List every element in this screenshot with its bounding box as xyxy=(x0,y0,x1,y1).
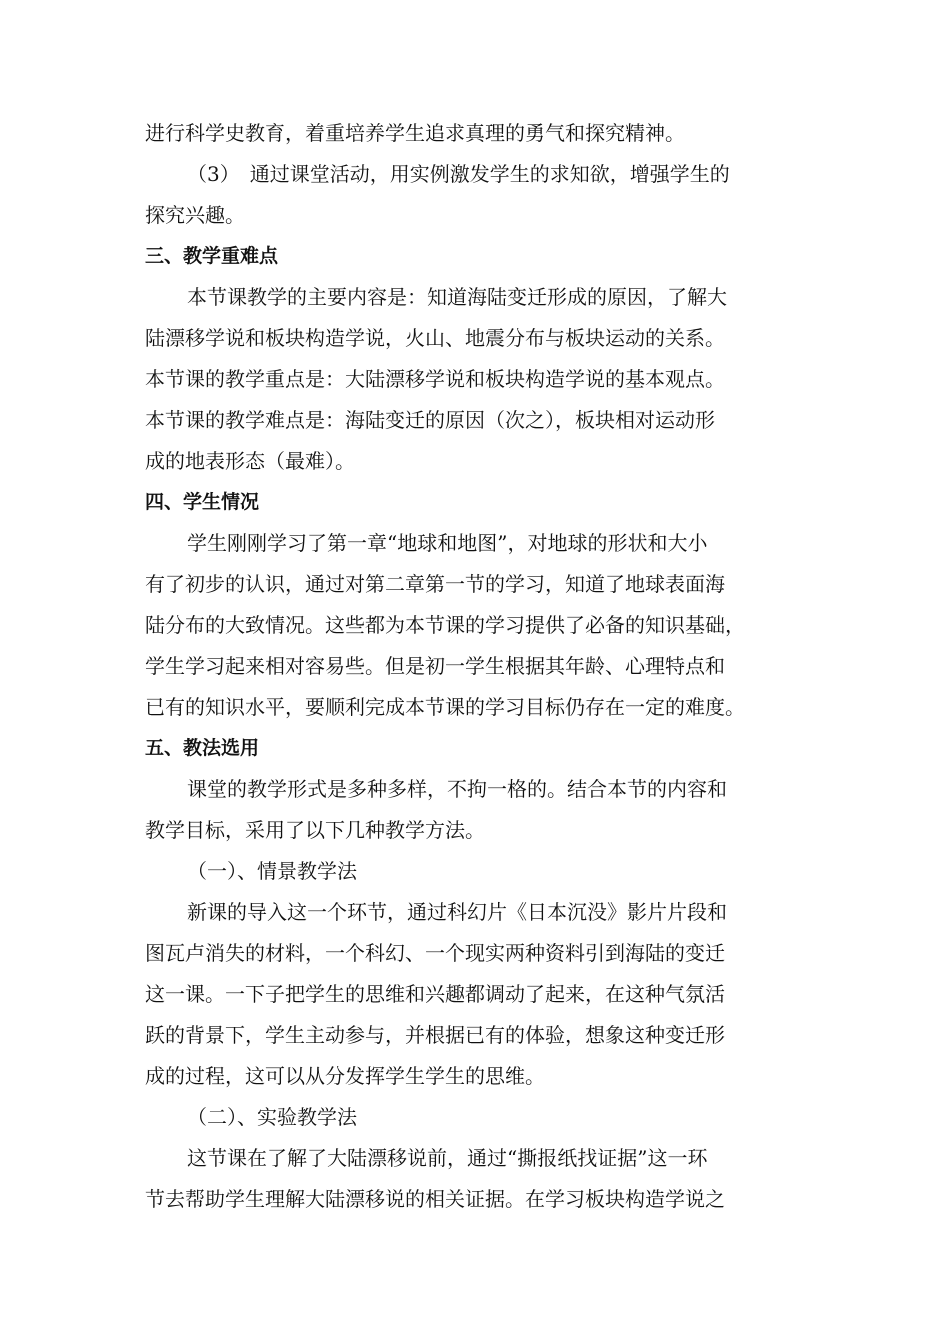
paragraph-line: 节去帮助学生理解大陆漂移说的相关证据。在学习板块构造学说之 xyxy=(145,1187,725,1211)
subheading-scenario-method: （一）、情景教学法 xyxy=(187,859,357,883)
objective-item-3: （3） 通过课堂活动，用实例激发学生的求知欲，增强学生的 xyxy=(187,162,730,186)
paragraph-line: 这一课。一下子把学生的思维和兴趣都调动了起来，在这种气氛活 xyxy=(145,982,725,1006)
paragraph-line: 图瓦卢消失的材料，一个科幻、一个现实两种资料引到海陆的变迁 xyxy=(145,941,725,965)
paragraph-line: 本节课教学的主要内容是：知道海陆变迁形成的原因，了解大 xyxy=(187,285,727,309)
section-heading-methods: 五、教法选用 xyxy=(145,737,260,759)
subheading-experiment-method: （二）、实验教学法 xyxy=(187,1105,357,1129)
paragraph-line: 这节课在了解了大陆漂移说前，通过“撕报纸找证据”这一环 xyxy=(187,1146,708,1170)
section-heading-key-points: 三、教学重难点 xyxy=(145,245,279,267)
paragraph-line: 本节课的教学重点是：大陆漂移学说和板块构造学说的基本观点。 xyxy=(145,367,725,391)
paragraph-line: 教学目标，采用了以下几种教学方法。 xyxy=(145,818,485,842)
paragraph-line: 探究兴趣。 xyxy=(145,203,245,227)
paragraph-line: 学生学习起来相对容易些。但是初一学生根据其年龄、心理特点和 xyxy=(145,654,725,678)
paragraph-line: 新课的导入这一个环节，通过科幻片《日本沉没》影片片段和 xyxy=(187,900,727,924)
paragraph-line: 陆分布的大致情况。这些都为本节课的学习提供了必备的知识基础， xyxy=(145,613,745,637)
paragraph-line: 陆漂移学说和板块构造学说，火山、地震分布与板块运动的关系。 xyxy=(145,326,725,350)
paragraph-line: 成的过程，这可以从分发挥学生学生的思维。 xyxy=(145,1064,545,1088)
paragraph-line: 进行科学史教育，着重培养学生追求真理的勇气和探究精神。 xyxy=(145,121,685,145)
paragraph-line: 成的地表形态（最难）。 xyxy=(145,449,355,473)
document-page xyxy=(145,113,810,1220)
paragraph-line: 有了初步的认识，通过对第二章第一节的学习，知道了地球表面海 xyxy=(145,572,725,596)
section-heading-students: 四、学生情况 xyxy=(145,491,260,513)
paragraph-line: 本节课的教学难点是：海陆变迁的原因（次之），板块相对运动形 xyxy=(145,408,715,432)
paragraph-line: 已有的知识水平，要顺利完成本节课的学习目标仍存在一定的难度。 xyxy=(145,695,745,719)
paragraph-line: 跃的背景下，学生主动参与，并根据已有的体验，想象这种变迁形 xyxy=(145,1023,725,1047)
paragraph-line: 学生刚刚学习了第一章“地球和地图”，对地球的形状和大小 xyxy=(187,531,708,555)
paragraph-line: 课堂的教学形式是多种多样，不拘一格的。结合本节的内容和 xyxy=(187,777,727,801)
